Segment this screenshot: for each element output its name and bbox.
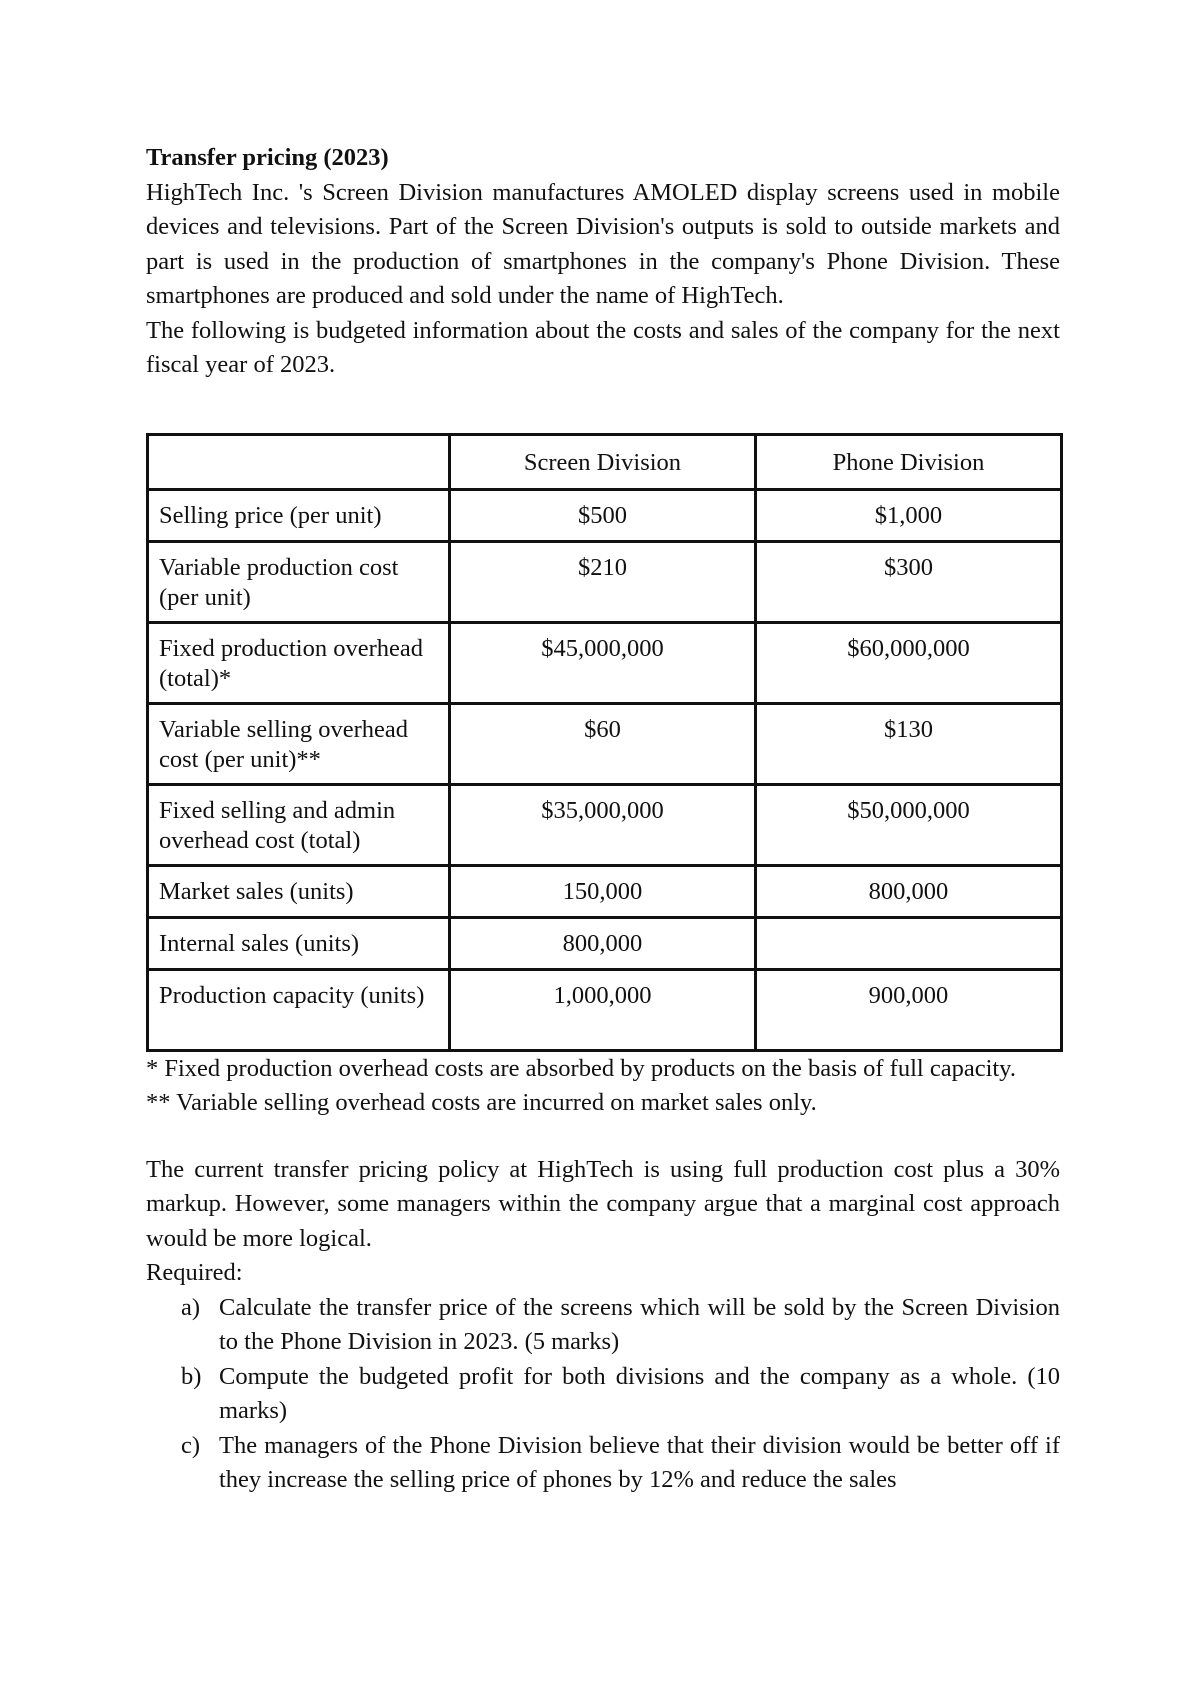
row-label: Fixed production overhead (total)* bbox=[148, 622, 450, 703]
phone-value: $50,000,000 bbox=[755, 784, 1061, 865]
table-header-row bbox=[148, 434, 1062, 489]
table-header-empty bbox=[148, 434, 450, 489]
question-text: Calculate the transfer price of the screens which will be sold by the Screen Division to the Phone Division in 2023. (5 marks) bbox=[219, 1293, 1060, 1355]
row-label: Variable selling overhead cost (per unit)** bbox=[148, 703, 450, 784]
phone-value: $60,000,000 bbox=[755, 622, 1061, 703]
document-title: Transfer pricing (2023) bbox=[146, 144, 389, 171]
table-header-phone: Phone Division bbox=[755, 434, 1061, 489]
list-item bbox=[146, 1291, 1060, 1360]
table-row bbox=[148, 622, 1062, 703]
question-marker: c) bbox=[181, 1431, 201, 1459]
table-row bbox=[148, 917, 1062, 969]
document-body bbox=[146, 141, 1060, 1498]
screen-value: $60 bbox=[449, 703, 755, 784]
spacer bbox=[146, 383, 1060, 433]
spacer bbox=[146, 1121, 1060, 1153]
screen-value: $500 bbox=[449, 489, 755, 541]
table-row bbox=[148, 865, 1062, 917]
screen-value: $45,000,000 bbox=[449, 622, 755, 703]
questions-list bbox=[146, 1291, 1060, 1498]
screen-value: $35,000,000 bbox=[449, 784, 755, 865]
screen-value: 1,000,000 bbox=[449, 969, 755, 1050]
intro-paragraph-2: The following is budgeted information about the costs and sales of the company for the next fiscal year of 2023. bbox=[146, 316, 1060, 378]
phone-value bbox=[755, 917, 1061, 969]
phone-value: $1,000 bbox=[755, 489, 1061, 541]
question-text: The managers of the Phone Division believe that their division would be better off if they increase the selling price of phones by 12% and reduce the sales bbox=[219, 1431, 1060, 1493]
policy-paragraph: The current transfer pricing policy at HighTech is using full production cost plus a 30% markup. However, some managers within the company argue that a marginal cost approach would be more logical. bbox=[146, 1155, 1060, 1252]
row-label: Fixed selling and admin overhead cost (total) bbox=[148, 784, 450, 865]
screen-value: 150,000 bbox=[449, 865, 755, 917]
question-text: Compute the budgeted profit for both divisions and the company as a whole. (10 marks) bbox=[219, 1362, 1060, 1424]
screen-value: $210 bbox=[449, 541, 755, 622]
row-label: Production capacity (units) bbox=[148, 969, 450, 1050]
table-row bbox=[148, 703, 1062, 784]
row-label: Market sales (units) bbox=[148, 865, 450, 917]
question-marker: b) bbox=[181, 1362, 202, 1390]
list-item bbox=[146, 1360, 1060, 1429]
intro-paragraph-1: HighTech Inc. 's Screen Division manufactures AMOLED display screens used in mobile devices and televisions. Part of the Screen Division's outputs is sold to outside markets and part is used in the production of smartphones in the company's Phone Division. These smartphones are produced and sold under the name of HighTech. bbox=[146, 178, 1060, 309]
budget-table bbox=[146, 433, 1063, 1052]
table-row bbox=[148, 784, 1062, 865]
phone-value: $130 bbox=[755, 703, 1061, 784]
question-marker: a) bbox=[181, 1293, 201, 1321]
row-label: Variable production cost (per unit) bbox=[148, 541, 450, 622]
row-label: Selling price (per unit) bbox=[148, 489, 450, 541]
table-row bbox=[148, 541, 1062, 622]
list-item bbox=[146, 1429, 1060, 1498]
phone-value: $300 bbox=[755, 541, 1061, 622]
screen-value: 800,000 bbox=[449, 917, 755, 969]
table-header-screen: Screen Division bbox=[449, 434, 755, 489]
table-row bbox=[148, 489, 1062, 541]
footnote-variable-selling: ** Variable selling overhead costs are incurred on market sales only. bbox=[146, 1089, 817, 1116]
footnote-fixed-overhead: * Fixed production overhead costs are absorbed by products on the basis of full capacity. bbox=[146, 1054, 1016, 1082]
table-row bbox=[148, 969, 1062, 1050]
phone-value: 800,000 bbox=[755, 865, 1061, 917]
row-label: Internal sales (units) bbox=[148, 917, 450, 969]
phone-value: 900,000 bbox=[755, 969, 1061, 1050]
required-label: Required: bbox=[146, 1259, 243, 1286]
